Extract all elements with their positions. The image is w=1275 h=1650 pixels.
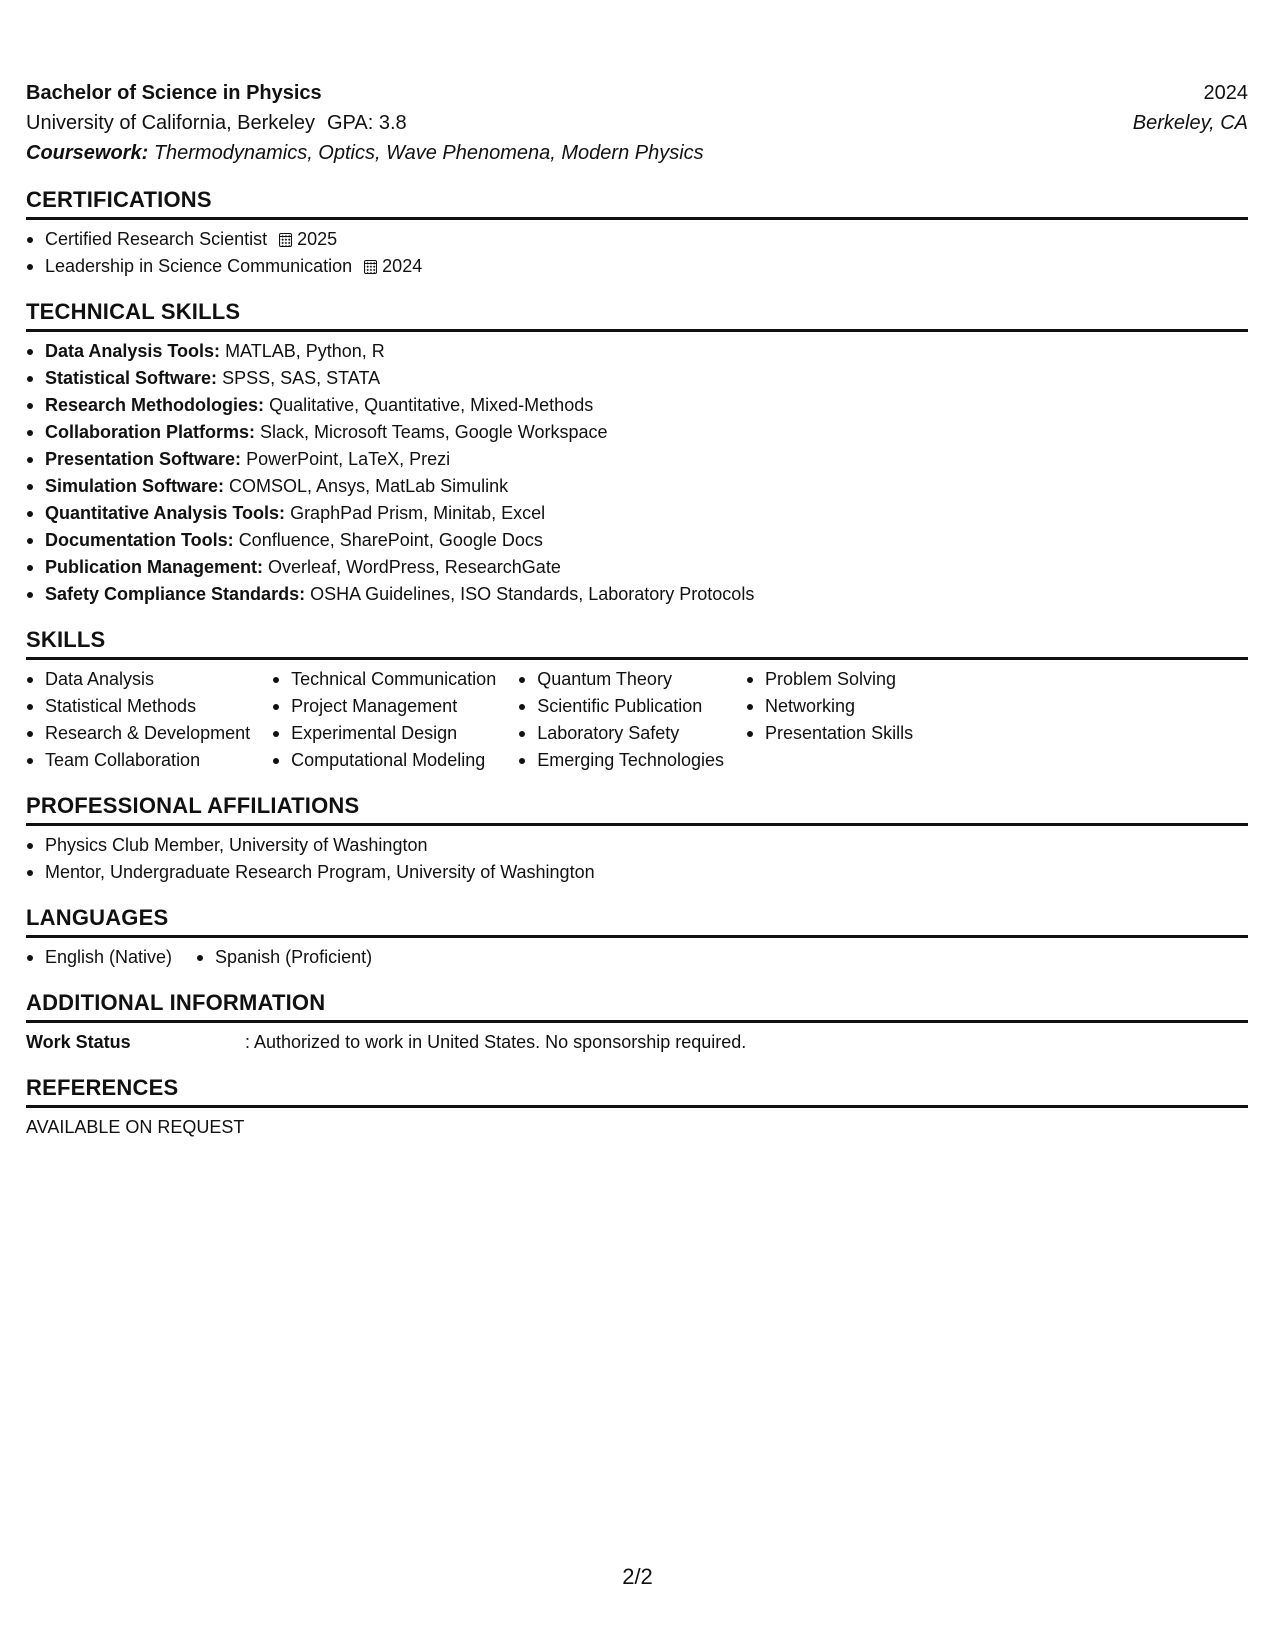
list-item <box>26 365 1248 392</box>
references-text: AVAILABLE ON REQUEST <box>26 1117 245 1137</box>
skill-category-value: MATLAB, Python, R <box>225 341 385 361</box>
list-item: Scientific Publication <box>518 693 724 720</box>
additional-info-section <box>26 989 1248 1056</box>
skill-category-label: Statistical Software: <box>45 368 218 388</box>
skill-category-value: Overleaf, WordPress, ResearchGate <box>268 557 561 577</box>
skill-category-label: Safety Compliance Standards: <box>45 584 306 604</box>
skill-category-label: Data Analysis Tools: <box>45 341 221 361</box>
list-item <box>26 473 1248 500</box>
affiliations-section <box>26 792 1248 886</box>
list-item <box>26 253 1248 280</box>
languages-list <box>26 944 1248 971</box>
calendar-icon <box>364 260 377 274</box>
education-entry <box>26 78 1248 168</box>
list-item <box>26 500 1248 527</box>
list-item: Physics Club Member, University of Washington <box>26 832 1248 859</box>
list-item: Laboratory Safety <box>518 720 724 747</box>
skill-category-value: GraphPad Prism, Minitab, Excel <box>290 503 546 523</box>
section-title: CERTIFICATIONS <box>26 186 1248 220</box>
skills-column-2 <box>272 666 496 774</box>
technical-skills-list <box>26 338 1248 608</box>
skills-column-1 <box>26 666 250 774</box>
certification-name: Certified Research Scientist <box>45 229 268 249</box>
section-title: PROFESSIONAL AFFILIATIONS <box>26 792 1248 826</box>
resume-page <box>26 78 1248 1141</box>
list-item: English (Native) <box>26 944 172 971</box>
skill-category-label: Simulation Software: <box>45 476 225 496</box>
list-item: Technical Communication <box>272 666 496 693</box>
affiliations-list <box>26 832 1248 886</box>
graduation-year: 2024 <box>1203 82 1248 104</box>
section-title: ADDITIONAL INFORMATION <box>26 989 1248 1023</box>
school-name: University of California, Berkeley <box>26 112 315 134</box>
certification-year: 2024 <box>382 256 423 276</box>
list-item: Research & Development <box>26 720 250 747</box>
skill-category-label: Quantitative Analysis Tools: <box>45 503 286 523</box>
list-item: Project Management <box>272 693 496 720</box>
list-item: Experimental Design <box>272 720 496 747</box>
list-item: Statistical Methods <box>26 693 250 720</box>
list-item: Emerging Technologies <box>518 747 724 774</box>
list-item: Quantum Theory <box>518 666 724 693</box>
list-item: Problem Solving <box>746 666 913 693</box>
certifications-section <box>26 186 1248 280</box>
list-item <box>26 581 1248 608</box>
list-item <box>26 446 1248 473</box>
list-item <box>26 392 1248 419</box>
coursework-label: Coursework: <box>26 142 149 164</box>
skill-category-value: OSHA Guidelines, ISO Standards, Laboratory Protocols <box>310 584 755 604</box>
skills-columns <box>26 666 1248 774</box>
degree-title: Bachelor of Science in Physics <box>26 82 322 104</box>
certifications-list <box>26 226 1248 280</box>
skill-category-label: Presentation Software: <box>45 449 242 469</box>
list-item: Data Analysis <box>26 666 250 693</box>
skill-category-label: Research Methodologies: <box>45 395 265 415</box>
references-section <box>26 1074 1248 1141</box>
skill-category-value: Slack, Microsoft Teams, Google Workspace <box>260 422 608 442</box>
technical-skills-section <box>26 298 1248 608</box>
list-item: Computational Modeling <box>272 747 496 774</box>
list-item: Mentor, Undergraduate Research Program, University of Washington <box>26 859 1248 886</box>
page-number: 2/2 <box>622 1564 653 1589</box>
list-item <box>26 226 1248 253</box>
coursework-line <box>26 138 1248 168</box>
calendar-icon <box>279 233 292 247</box>
skill-category-label: Collaboration Platforms: <box>45 422 256 442</box>
skill-category-value: SPSS, SAS, STATA <box>222 368 381 388</box>
list-item <box>26 527 1248 554</box>
list-item <box>26 338 1248 365</box>
languages-section <box>26 904 1248 971</box>
certification-name: Leadership in Science Communication <box>45 256 353 276</box>
list-item: Team Collaboration <box>26 747 250 774</box>
section-title: SKILLS <box>26 626 1248 660</box>
section-title: LANGUAGES <box>26 904 1248 938</box>
education-school-row <box>26 108 1248 138</box>
list-item <box>26 419 1248 446</box>
work-status-label: Work Status <box>26 1032 131 1052</box>
work-status-value: : Authorized to work in United States. No sponsorship required. <box>245 1032 747 1052</box>
skill-category-value: PowerPoint, LaTeX, Prezi <box>246 449 451 469</box>
skills-column-4 <box>746 666 913 774</box>
gpa: GPA: 3.8 <box>327 112 407 134</box>
skill-category-value: Confluence, SharePoint, Google Docs <box>238 530 543 550</box>
skill-category-value: Qualitative, Quantitative, Mixed-Methods <box>269 395 594 415</box>
skill-category-value: COMSOL, Ansys, MatLab Simulink <box>229 476 509 496</box>
certification-year: 2025 <box>297 229 338 249</box>
skills-column-3 <box>518 666 724 774</box>
education-header-row <box>26 78 1248 108</box>
list-item: Spanish (Proficient) <box>196 944 372 971</box>
list-item: Presentation Skills <box>746 720 913 747</box>
school-location: Berkeley, CA <box>1132 112 1248 134</box>
coursework-list: Thermodynamics, Optics, Wave Phenomena, Modern Physics <box>153 142 704 164</box>
list-item: Networking <box>746 693 913 720</box>
list-item <box>26 554 1248 581</box>
skill-category-label: Publication Management: <box>45 557 264 577</box>
work-status-row <box>26 1029 1248 1056</box>
section-title: TECHNICAL SKILLS <box>26 298 1248 332</box>
skills-section <box>26 626 1248 774</box>
section-title: REFERENCES <box>26 1074 1248 1108</box>
school-line <box>26 108 407 138</box>
skill-category-label: Documentation Tools: <box>45 530 234 550</box>
